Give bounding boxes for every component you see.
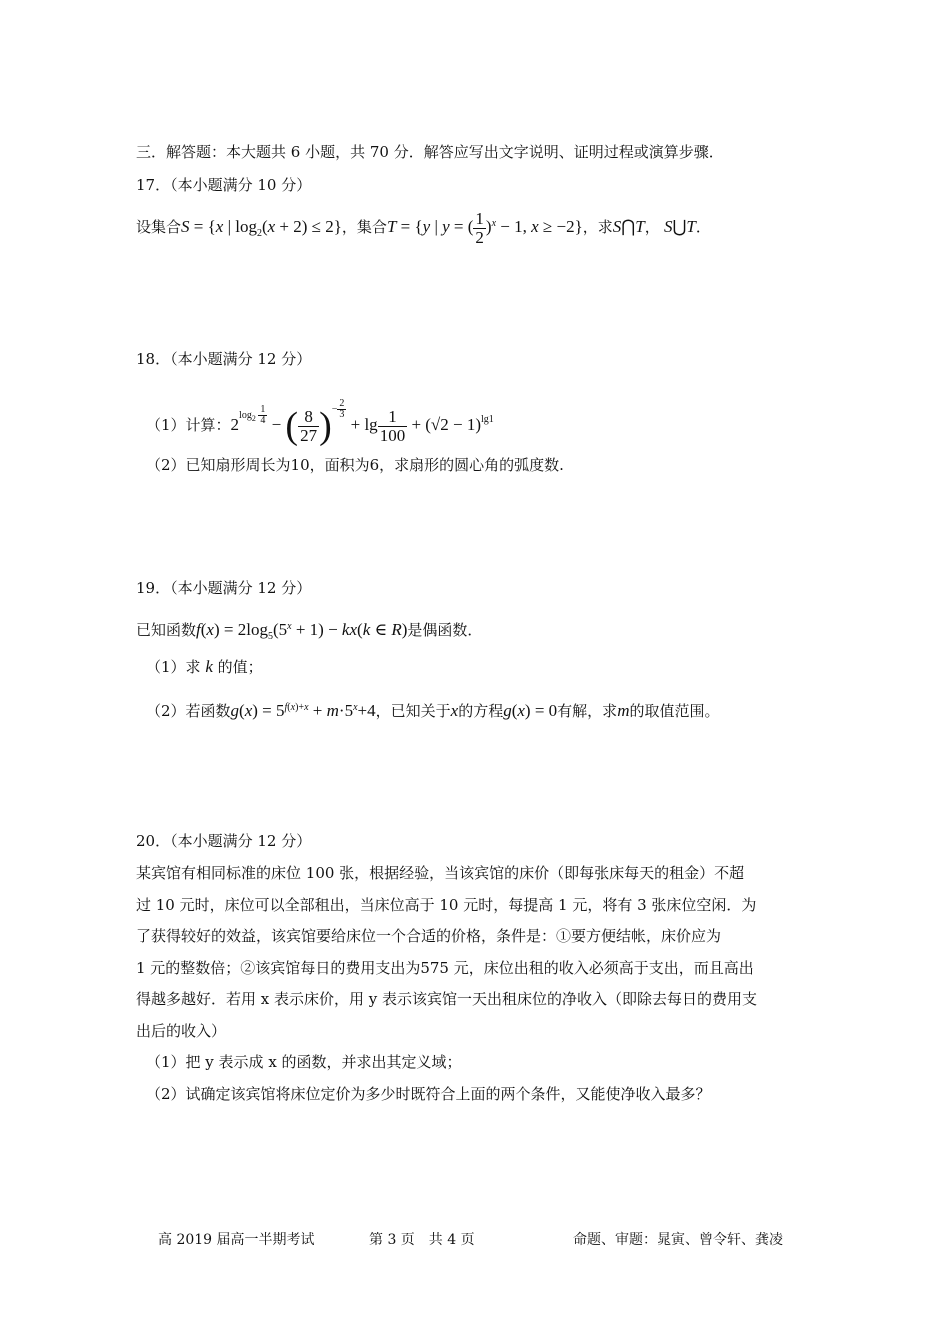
q19-part1: （1）求 k 的值； bbox=[146, 657, 263, 676]
footer-page-number: 第 3 页 共 4 页 bbox=[369, 1232, 475, 1248]
q18-part2: （2）已知扇形周长为10，面积为6，求扇形的圆心角的弧度数. bbox=[146, 456, 564, 474]
q20-text-line: 出后的收入） bbox=[136, 1022, 227, 1040]
q20-text-line: 某宾馆有相同标准的床位 100 张，根据经验，当该宾馆的床价（即每张床每天的租金）不超 bbox=[136, 864, 745, 882]
q20-part2: （2）试确定该宾馆将床位定价为多少时既符合上面的两个条件，又能使净收入最多？ bbox=[146, 1085, 711, 1103]
q20-text-line: 了获得较好的效益，该宾馆要给床位一个合适的价格，条件是：①要方便结帐，床价应为 bbox=[136, 927, 722, 945]
q20-title: 20．（本小题满分 12 分） bbox=[136, 832, 312, 850]
q20-text-line: 得越多越好．若用 x 表示床价，用 y 表示该宾馆一天出租床位的净收入（即除去每日的费用支 bbox=[136, 990, 758, 1008]
footer-exam: 高 2019 届高一半期考试 bbox=[158, 1232, 315, 1248]
q20-text-line: 过 10 元时，床位可以全部租出，当床位高于 10 元时，每提高 1 元，将有 3 张床位空闲．为 bbox=[136, 896, 757, 914]
q19-part2: （2）若函数$g(x) = 5^{f(x)+x} + m\cdot 5^x+4$，已知关于x的方程g(x) = 0有解，求m的取值范围。 bbox=[146, 701, 720, 720]
q18-part1: （1）计算：$2^{log_2 \frac{1}{4}}$ − ( $\frac{8}{27}$ )$^{- \frac{2}{3}}$ + lg $\frac{1}{100}$ + $(√2 - 1)^{lg1}$ bbox=[146, 398, 494, 447]
q20-part1: （1）把 y 表示成 x 的函数，并求出其定义域； bbox=[146, 1053, 462, 1071]
q18-title: 18．（本小题满分 12 分） bbox=[136, 350, 312, 368]
q17-stem: 设集合S = {x | $\log_2(x + 2) \le 2$}，集合T = {y | y = ( $\frac{1}{2}$ )$^x$ − 1, x ≥ −2}，求S⋂T， S⋃T． bbox=[136, 208, 711, 247]
q19-stem: 已知函数$f(x) = 2\log_5(5^x + 1) - kx(k$ ∈ R)是偶函数． bbox=[136, 620, 483, 642]
footer-authors: 命题、审题：晁寅、曾令轩、龚凌 bbox=[573, 1232, 783, 1248]
q20-text-line: 1 元的整数倍；②该宾馆每日的费用支出为575 元，床位出租的收入必须高于支出，而且高出 bbox=[136, 959, 754, 977]
section-heading: 三．解答题：本大题共 6 小题，共 70 分．解答应写出文字说明、证明过程或演算步骤． bbox=[136, 143, 724, 161]
q17-title: 17．（本小题满分 10 分） bbox=[136, 176, 312, 194]
q18-part1-label: （1）计算： bbox=[146, 416, 231, 434]
q19-title: 19．（本小题满分 12 分） bbox=[136, 579, 312, 597]
